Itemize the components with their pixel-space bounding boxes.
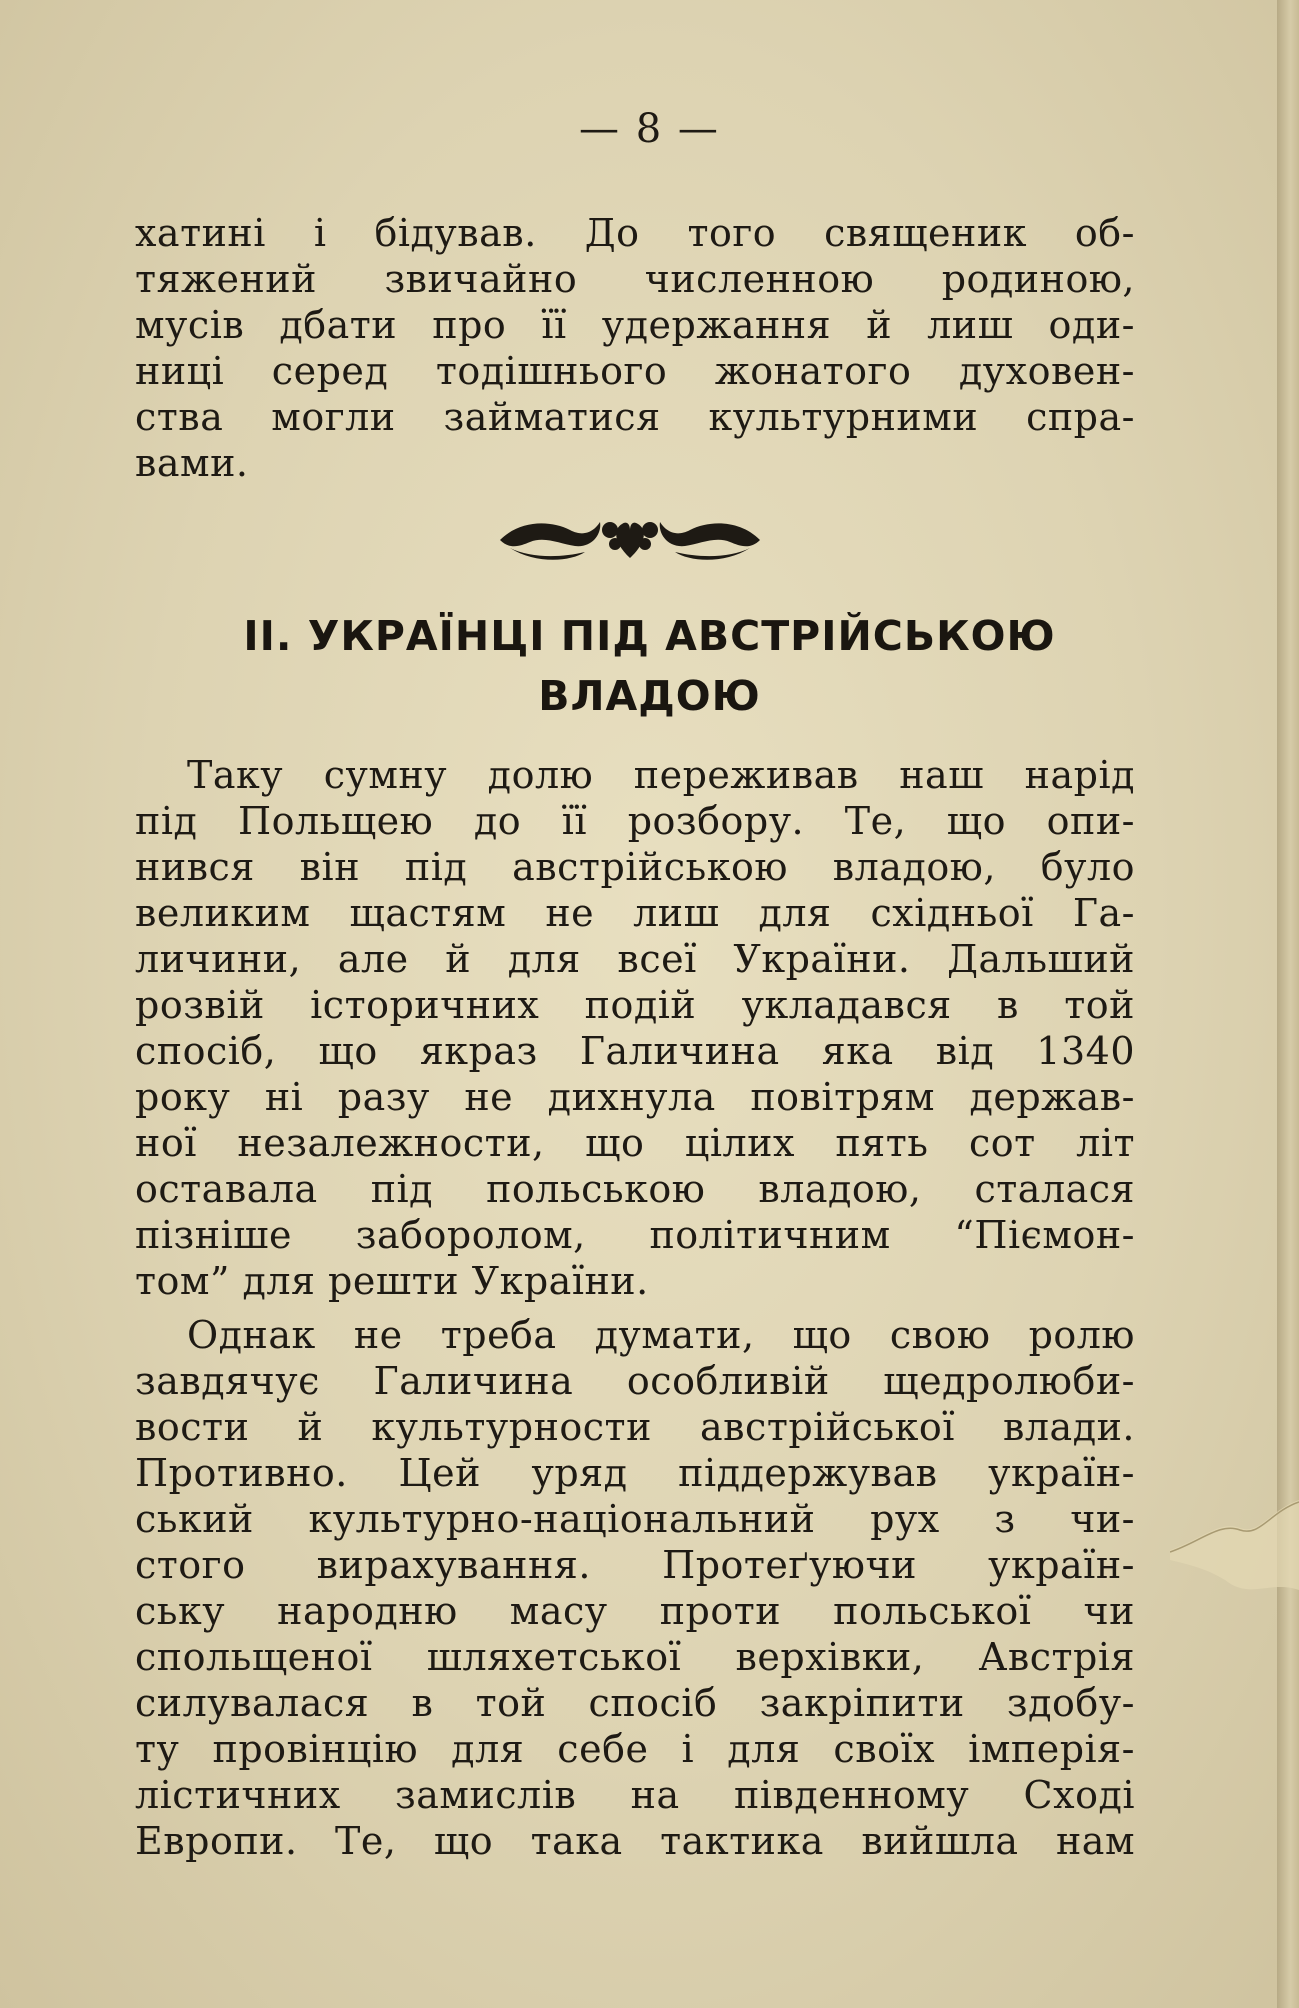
- section-heading: [0, 606, 1299, 726]
- text-line: мусів дбати про її удержання й лиш оди-: [135, 303, 1135, 347]
- text-line: тяжений звичайно численною родиною,: [135, 257, 1135, 301]
- text-line: спольщеної шляхетської верхівки, Австрія: [135, 1635, 1135, 1679]
- text-line: ства могли займатися культурними спра-: [135, 395, 1135, 439]
- heading-line: II. УКРАЇНЦІ ПІД АВСТРІЙСЬКОЮ: [243, 612, 1056, 660]
- paragraph: [135, 1312, 1135, 1864]
- text-line: великим щастям не лиш для східньої Га-: [135, 891, 1135, 935]
- text-line: ську народню масу проти польської чи: [135, 1589, 1135, 1633]
- text-line: личини, але й для всеї України. Дальший: [135, 937, 1135, 981]
- text-line: лістичних замислів на південному Сході: [135, 1773, 1135, 1817]
- text-line: силувалася в той спосіб закріпити здобу-: [135, 1681, 1135, 1725]
- ornament-divider: [490, 500, 770, 570]
- text-line: том” для решти України.: [135, 1259, 649, 1303]
- text-line: ної незалежности, що цілих пять сот літ: [135, 1121, 1135, 1165]
- text-line: Однак не треба думати, що свою ролю: [187, 1313, 1135, 1357]
- text-line: Таку сумну долю переживав наш нарід: [187, 753, 1135, 797]
- text-line: під Польщею до її розбору. Те, що опи-: [135, 799, 1135, 843]
- heading-line: ВЛАДОЮ: [538, 672, 761, 720]
- text-line: оставала під польською владою, сталася: [135, 1167, 1135, 1211]
- text-line: пізніше заборолом, політичним “Піємон-: [135, 1213, 1135, 1257]
- text-line: ниці серед тодішнього жонатого духовен-: [135, 349, 1135, 393]
- text-line: нився він під австрійською владою, було: [135, 845, 1135, 889]
- page-edge: [1277, 0, 1299, 2008]
- page-number: — 8 —: [579, 106, 720, 152]
- text-line: вами.: [135, 441, 249, 485]
- text-line: розвій історичних подій укладався в той: [135, 983, 1135, 1027]
- text-line: Европи. Те, що така тактика вийшла нам: [135, 1819, 1135, 1863]
- text-line: Противно. Цей уряд піддержував україн-: [135, 1451, 1135, 1495]
- paragraph: [135, 752, 1135, 1304]
- text-line: стого вирахування. Протеґуючи україн-: [135, 1543, 1135, 1587]
- text-line: спосіб, що якраз Галичина яка від 1340: [135, 1029, 1135, 1073]
- text-line: вости й культурности австрійської влади.: [135, 1405, 1135, 1449]
- paper-tear: [1170, 1480, 1299, 1620]
- paragraph-continuation: [135, 210, 1135, 486]
- text-line: хатині і бідував. До того священик об-: [135, 211, 1135, 255]
- text-line: завдячує Галичина особливій щедролюби-: [135, 1359, 1135, 1403]
- text-line: ський культурно-національний рух з чи-: [135, 1497, 1135, 1541]
- text-line: року ні разу не дихнула повітрям держав-: [135, 1075, 1135, 1119]
- text-line: ту провінцію для себе і для своїх імперія-: [135, 1727, 1135, 1771]
